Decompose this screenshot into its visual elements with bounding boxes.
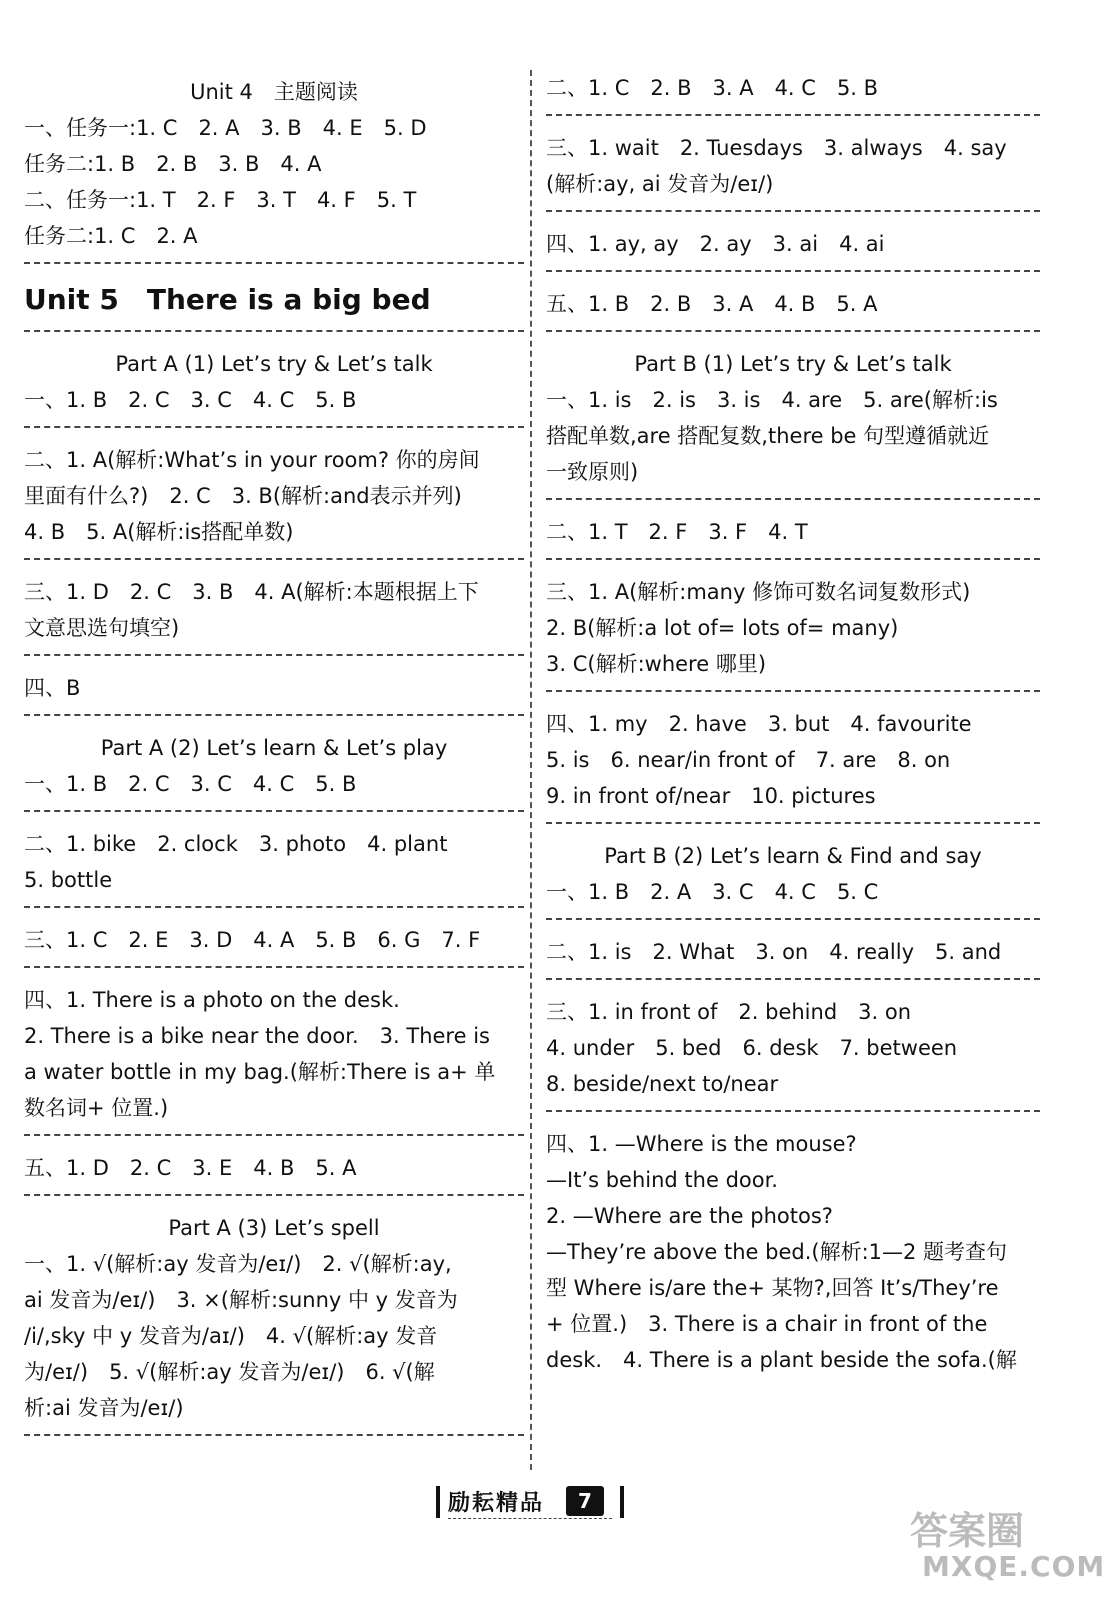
answer-line: 二、1. T 2. F 3. F 4. T [546, 520, 808, 544]
answer-line: 三、1. in front of 2. behind 3. on [546, 1000, 912, 1024]
separator [24, 426, 524, 428]
separator [24, 654, 524, 656]
answer-line: 型 Where is/are the+ 某物?,回答 It’s/They’re [546, 1276, 999, 1300]
separator [546, 1110, 1040, 1112]
answer-line: 四、1. —Where is the mouse? [546, 1132, 857, 1156]
answer-line: 五、1. B 2. B 3. A 4. B 5. A [546, 292, 878, 316]
answer-line: 5. is 6. near/in front of 7. are 8. on [546, 748, 951, 772]
answer-line: 一、1. B 2. C 3. C 4. C 5. B [24, 772, 357, 796]
answer-line: 一、1. √(解析:ay 发音为/eɪ/) 2. √(解析:ay, [24, 1252, 452, 1276]
answer-line: (解析:ay, ai 发音为/eɪ/) [546, 172, 774, 196]
answer-line: 三、1. A(解析:many 修饰可数名词复数形式) [546, 580, 971, 604]
separator [546, 690, 1040, 692]
part-heading: Part B (2) Let’s learn & Find and say [604, 844, 982, 868]
footer-dash [448, 1518, 612, 1519]
answer-line: 文意思选句填空) [24, 616, 180, 640]
separator [546, 558, 1040, 560]
answer-line: 四、1. There is a photo on the desk. [24, 988, 400, 1012]
unit5-title: Unit 5 There is a big bed [24, 283, 431, 316]
right-answer-blocks [546, 70, 1040, 1378]
answer-line: 一、1. B 2. A 3. C 4. C 5. C [546, 880, 879, 904]
separator [24, 1434, 524, 1436]
left-answer-blocks [24, 346, 524, 1436]
answer-line: 4. B 5. A(解析:is搭配单数) [24, 520, 294, 544]
footer-bar-right [620, 1486, 624, 1518]
separator [24, 810, 524, 812]
watermark-logo: 答案圈 [910, 1509, 1025, 1553]
answer-line: 四、1. ay, ay 2. ay 3. ai 4. ai [546, 232, 885, 256]
answer-line: 任务二:1. C 2. A [24, 224, 198, 248]
answer-line: 数名词+ 位置.) [24, 1096, 169, 1120]
answer-line: 二、任务一:1. T 2. F 3. T 4. F 5. T [24, 188, 417, 212]
answer-line: a water bottle in my bag.(解析:There is a+ 单 [24, 1060, 496, 1084]
separator [24, 966, 524, 968]
answer-line: 一致原则) [546, 460, 639, 484]
brand-logo-text: 励耘精品 [448, 1491, 545, 1516]
answer-line: 三、1. D 2. C 3. B 4. A(解析:本题根据上下 [24, 580, 479, 604]
answer-line: 5. bottle [24, 868, 113, 892]
unit4-title: Unit 4 主题阅读 [190, 80, 358, 104]
answer-line: 一、任务一:1. C 2. A 3. B 4. E 5. D [24, 116, 427, 140]
answer-line: 搭配单数,are 搭配复数,there be 句型遵循就近 [546, 424, 990, 448]
part-heading: Part A (3) Let’s spell [168, 1216, 380, 1240]
answer-line: 一、1. B 2. C 3. C 4. C 5. B [24, 388, 357, 412]
separator [24, 1194, 524, 1196]
part-heading: Part A (2) Let’s learn & Let’s play [100, 736, 448, 760]
separator [546, 822, 1040, 824]
separator [24, 714, 524, 716]
answer-line: 9. in front of/near 10. pictures [546, 784, 876, 808]
left-column [24, 70, 524, 1450]
page-number: 7 [566, 1486, 604, 1516]
answer-line: 2. B(解析:a lot of= lots of= many) [546, 616, 899, 640]
answer-line: 一、1. is 2. is 3. is 4. are 5. are(解析:is [546, 388, 998, 412]
answer-line: 2. —Where are the photos? [546, 1204, 833, 1228]
answer-line: 四、B [24, 676, 81, 700]
separator [24, 330, 524, 332]
part-heading: Part A (1) Let’s try & Let’s talk [115, 352, 433, 376]
separator [546, 330, 1040, 332]
answer-line: 二、1. A(解析:What’s in your room? 你的房间 [24, 448, 480, 472]
answer-line: 任务二:1. B 2. B 3. B 4. A [24, 152, 322, 176]
answer-line: —They’re above the bed.(解析:1—2 题考查句 [546, 1240, 1008, 1264]
column-divider [530, 70, 532, 1470]
separator [546, 270, 1040, 272]
answer-line: 二、1. bike 2. clock 3. photo 4. plant [24, 832, 448, 856]
answer-line: 二、1. is 2. What 3. on 4. really 5. and [546, 940, 1002, 964]
answer-line: + 位置.) 3. There is a chair in front of the [546, 1312, 988, 1336]
answer-line: 2. There is a bike near the door. 3. There is [24, 1024, 490, 1048]
answer-line: —It’s behind the door. [546, 1168, 778, 1192]
answer-line: 析:ai 发音为/eɪ/) [24, 1396, 184, 1420]
part-heading: Part B (1) Let’s try & Let’s talk [634, 352, 952, 376]
watermark-url: MXQE.COM [922, 1550, 1106, 1583]
separator [546, 918, 1040, 920]
answer-line: 二、1. C 2. B 3. A 4. C 5. B [546, 76, 879, 100]
footer-bar-left [436, 1486, 440, 1518]
answer-line: 为/eɪ/) 5. √(解析:ay 发音为/eɪ/) 6. √(解 [24, 1360, 435, 1384]
answer-line: 四、1. my 2. have 3. but 4. favourite [546, 712, 972, 736]
right-column [546, 70, 1040, 1378]
separator [546, 210, 1040, 212]
separator [24, 262, 524, 264]
answer-line: desk. 4. There is a plant beside the sofa.(解 [546, 1348, 1017, 1372]
answer-line: 五、1. D 2. C 3. E 4. B 5. A [24, 1156, 357, 1180]
answer-line: /i/,sky 中 y 发音为/aɪ/) 4. √(解析:ay 发音 [24, 1324, 438, 1348]
separator [24, 906, 524, 908]
answer-line: 3. C(解析:where 哪里) [546, 652, 767, 676]
answer-line: 4. under 5. bed 6. desk 7. between [546, 1036, 958, 1060]
separator [24, 1134, 524, 1136]
separator [24, 558, 524, 560]
answer-line: 8. beside/next to/near [546, 1072, 779, 1096]
answer-line: ai 发音为/eɪ/) 3. ×(解析:sunny 中 y 发音为 [24, 1288, 458, 1312]
answer-line: 里面有什么?) 2. C 3. B(解析:and表示并列) [24, 484, 462, 508]
unit4-answers [24, 110, 524, 254]
answer-line: 三、1. C 2. E 3. D 4. A 5. B 6. G 7. F [24, 928, 481, 952]
answer-line: 三、1. wait 2. Tuesdays 3. always 4. say [546, 136, 1007, 160]
separator [546, 978, 1040, 980]
separator [546, 498, 1040, 500]
separator [546, 114, 1040, 116]
